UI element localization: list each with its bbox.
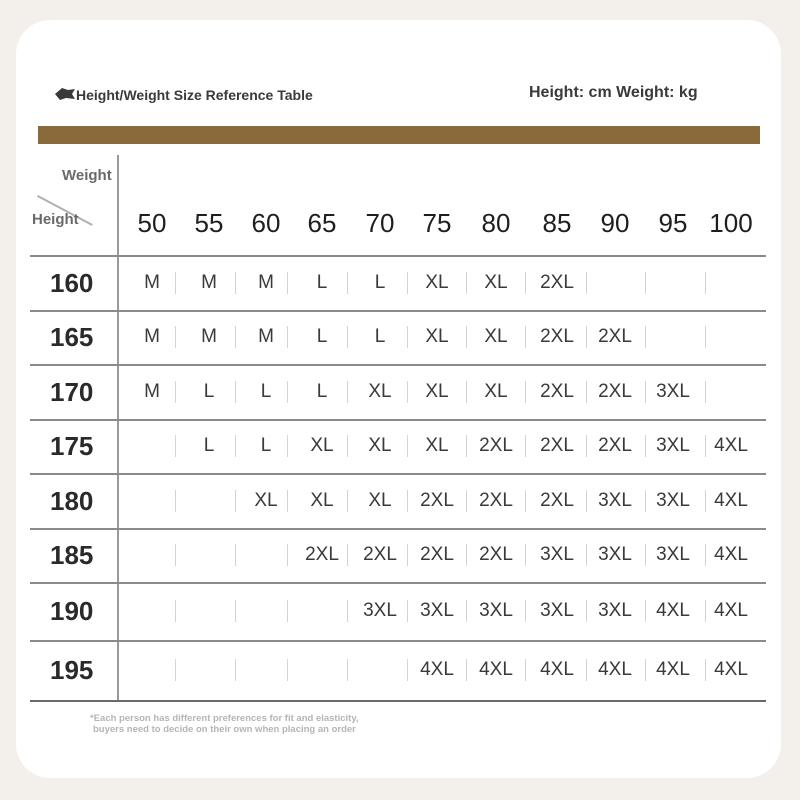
size-cell: 3XL [598, 600, 632, 621]
size-cell: XL [310, 489, 334, 511]
height-header-cell: 195 [50, 655, 94, 685]
height-header-cell: 190 [50, 596, 94, 626]
size-cell: 2XL [540, 380, 574, 402]
size-cell: 4XL [479, 659, 513, 680]
size-cell: 4XL [714, 600, 748, 621]
size-cell: 3XL [598, 544, 632, 565]
size-cell: 4XL [598, 659, 632, 680]
size-cell: XL [368, 489, 392, 511]
row-divider [30, 473, 766, 475]
cell-separator [287, 544, 288, 566]
weight-header-cell: 75 [422, 208, 452, 238]
brand-logo-icon [54, 86, 76, 102]
size-cell: 4XL [714, 659, 748, 680]
accent-bar [38, 126, 760, 144]
cell-separator [705, 381, 706, 403]
size-cell: 2XL [479, 489, 513, 511]
header-column-divider [117, 155, 119, 700]
size-cell: 3XL [656, 380, 690, 402]
size-cell: 2XL [479, 435, 513, 456]
table-title: Height/Weight Size Reference Table [76, 87, 313, 103]
size-cell: 4XL [656, 659, 690, 680]
cell-separator [287, 659, 288, 681]
size-cell: L [316, 272, 328, 293]
size-cell: 2XL [598, 380, 632, 402]
size-cell: 3XL [540, 600, 574, 621]
size-cell: XL [368, 380, 392, 402]
cell-separator [287, 600, 288, 622]
row-divider [30, 700, 766, 702]
size-cell: XL [254, 489, 278, 511]
cell-separator [586, 272, 587, 294]
size-cell: 2XL [540, 435, 574, 456]
size-cell: M [201, 272, 217, 293]
row-divider [30, 640, 766, 642]
size-cell: 4XL [420, 659, 454, 680]
row-divider [30, 310, 766, 312]
size-cell: M [258, 326, 274, 347]
size-cell: XL [425, 326, 449, 347]
size-cell: 4XL [714, 489, 748, 511]
row-divider [30, 255, 766, 257]
cell-separator [235, 659, 236, 681]
cell-separator [175, 490, 176, 512]
size-cell: M [144, 380, 160, 402]
size-cell: 2XL [363, 544, 397, 565]
cell-separator [235, 544, 236, 566]
cell-separator [235, 490, 236, 512]
size-cell: 4XL [656, 600, 690, 621]
size-cell: M [144, 272, 160, 293]
corner-weight-label: Weight [62, 167, 112, 184]
height-header-cell: 165 [50, 322, 94, 352]
row-divider [30, 528, 766, 530]
row-divider [30, 419, 766, 421]
weight-header-cell: 100 [709, 208, 753, 238]
weight-header-cell: 80 [481, 208, 511, 238]
size-cell: M [258, 272, 274, 293]
weight-header-cell: 55 [194, 208, 224, 238]
cell-separator [705, 326, 706, 348]
size-cell: 4XL [714, 435, 748, 456]
height-header-cell: 160 [50, 268, 94, 298]
height-header-cell: 175 [50, 431, 94, 461]
size-cell: L [260, 435, 272, 456]
size-cell: 3XL [598, 489, 632, 511]
size-cell: L [316, 380, 328, 402]
weight-header-cell: 65 [307, 208, 337, 238]
size-cell: 3XL [656, 544, 690, 565]
cell-separator [525, 435, 526, 457]
cell-separator [175, 435, 176, 457]
size-cell: XL [484, 326, 508, 347]
size-cell: L [203, 435, 215, 456]
cell-separator [235, 600, 236, 622]
weight-header-cell: 50 [137, 208, 167, 238]
row-divider [30, 582, 766, 584]
cell-separator [525, 490, 526, 512]
size-cell: 3XL [479, 600, 513, 621]
size-cell: 2XL [479, 544, 513, 565]
size-cell: M [144, 326, 160, 347]
size-cell: 3XL [363, 600, 397, 621]
cell-separator [525, 600, 526, 622]
cell-separator [175, 544, 176, 566]
size-cell: XL [484, 272, 508, 293]
size-cell: L [260, 380, 272, 402]
size-cell: L [374, 326, 386, 347]
cell-separator [175, 600, 176, 622]
height-header-cell: 185 [50, 540, 94, 570]
cell-separator [525, 659, 526, 681]
cell-separator [645, 272, 646, 294]
footnote [90, 713, 359, 735]
size-cell: XL [425, 272, 449, 293]
cell-separator [525, 326, 526, 348]
size-cell: 3XL [420, 600, 454, 621]
corner-height-label: Height [32, 211, 79, 228]
size-cell: 3XL [656, 435, 690, 456]
weight-header-cell: 95 [658, 208, 688, 238]
footnote-line-1: *Each person has different preferences for fit and elasticity, [90, 713, 359, 724]
cell-separator [347, 600, 348, 622]
size-cell: 3XL [540, 544, 574, 565]
size-cell: M [201, 326, 217, 347]
size-cell: 2XL [540, 326, 574, 347]
size-cell: L [316, 326, 328, 347]
size-cell: 2XL [598, 435, 632, 456]
size-cell: L [374, 272, 386, 293]
size-cell: 2XL [598, 326, 632, 347]
size-cell: 2XL [305, 544, 339, 565]
size-cell: 2XL [420, 489, 454, 511]
footnote-line-2: buyers need to decide on their own when placing an order [93, 724, 356, 735]
units-label: Height: cm Weight: kg [529, 84, 698, 101]
cell-separator [705, 272, 706, 294]
weight-header-cell: 70 [365, 208, 395, 238]
height-header-cell: 170 [50, 376, 94, 407]
cell-separator [347, 659, 348, 681]
weight-header-cell: 90 [600, 208, 630, 238]
size-cell: 2XL [540, 489, 574, 511]
weight-header-cell: 85 [542, 208, 572, 238]
row-divider [30, 364, 766, 366]
cell-separator [525, 544, 526, 566]
weight-header-cell: 60 [251, 208, 281, 238]
size-cell: 2XL [540, 272, 574, 293]
size-cell: XL [425, 435, 449, 456]
height-header-cell: 180 [50, 485, 94, 516]
size-cell: 2XL [420, 544, 454, 565]
cell-separator [175, 659, 176, 681]
size-cell: XL [368, 435, 392, 456]
size-cell: XL [310, 435, 334, 456]
cell-separator [525, 272, 526, 294]
size-cell: XL [484, 380, 508, 402]
size-cell: 4XL [714, 544, 748, 565]
size-cell: L [203, 380, 215, 402]
size-cell: 3XL [656, 489, 690, 511]
size-cell: XL [425, 380, 449, 402]
cell-separator [525, 381, 526, 403]
cell-separator [645, 326, 646, 348]
size-cell: 4XL [540, 659, 574, 680]
